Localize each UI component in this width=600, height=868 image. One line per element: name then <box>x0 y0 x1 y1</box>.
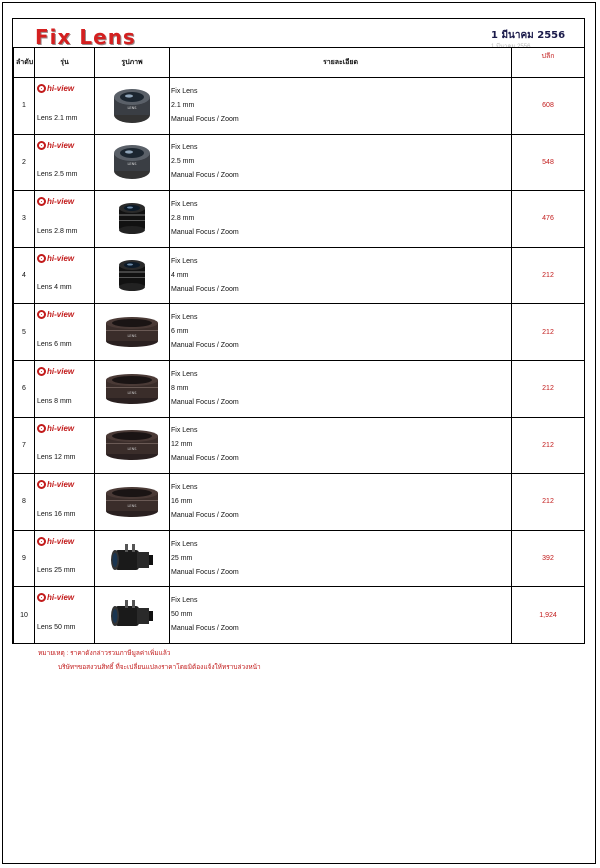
board-lens-icon <box>109 105 155 127</box>
svg-text:LENS: LENS <box>127 334 137 339</box>
model-name: Lens 2.5 mm <box>37 171 78 179</box>
hiview-logo <box>37 310 74 319</box>
brand-logo-text: hi-view <box>47 423 75 433</box>
row-picture <box>95 191 170 248</box>
row-picture <box>95 530 170 587</box>
hiview-logo <box>37 84 74 93</box>
row-model <box>35 587 95 644</box>
detail-type: Fix Lens <box>171 427 198 435</box>
detail-type: Fix Lens <box>171 314 198 322</box>
row-detail <box>170 474 512 531</box>
brand-logo-text: hi-view <box>47 84 75 93</box>
detail-focal: 16 mm <box>171 497 193 505</box>
header-index: ลำดับ <box>14 48 35 78</box>
svg-text:LENS: LENS <box>127 447 137 452</box>
model-name: Lens 12 mm <box>37 454 76 462</box>
row-detail <box>170 587 512 644</box>
row-detail <box>170 191 512 248</box>
detail-mode: Manual Focus / Zoom <box>171 625 239 633</box>
model-name: Lens 16 mm <box>37 510 76 518</box>
table-row <box>14 304 585 361</box>
row-index: 3 <box>14 191 35 248</box>
detail-type: Fix Lens <box>171 144 198 152</box>
detail-focal: 12 mm <box>171 441 193 449</box>
long-lens-icon <box>107 573 157 580</box>
model-name: Lens 2.8 mm <box>37 227 78 235</box>
row-price: 212 <box>512 360 585 417</box>
row-picture <box>95 587 170 644</box>
detail-type: Fix Lens <box>171 483 198 491</box>
header-detail: รายละเอียด <box>170 48 512 78</box>
brand-logo-text: hi-view <box>47 310 75 320</box>
brand-logo-icon <box>37 537 46 546</box>
row-index: 1 <box>14 78 35 135</box>
row-model <box>35 360 95 417</box>
hiview-logo <box>37 367 74 376</box>
detail-mode: Manual Focus / Zoom <box>171 455 239 463</box>
table-row <box>14 247 585 304</box>
page-title: Fix Lens <box>35 25 136 49</box>
model-name: Lens 25 mm <box>37 567 76 575</box>
detail-type: Fix Lens <box>171 540 198 548</box>
brand-logo-icon <box>37 254 46 263</box>
table-row <box>14 191 585 248</box>
row-index: 6 <box>14 360 35 417</box>
row-model <box>35 247 95 304</box>
row-price: 608 <box>512 78 585 135</box>
row-index: 5 <box>14 304 35 361</box>
row-index: 4 <box>14 247 35 304</box>
row-picture <box>95 247 170 304</box>
brand-logo-text: hi-view <box>47 480 75 490</box>
detail-focal: 2.5 mm <box>171 158 195 166</box>
table-row <box>14 134 585 191</box>
table-header-row <box>14 48 585 78</box>
brand-logo-icon <box>37 424 46 433</box>
brand-logo-icon <box>37 593 46 602</box>
row-detail <box>170 134 512 191</box>
detail-type: Fix Lens <box>171 87 198 95</box>
row-model <box>35 417 95 474</box>
hiview-logo <box>37 424 74 433</box>
row-picture <box>95 134 170 191</box>
ring-lens-icon <box>102 390 162 410</box>
brand-logo-text: hi-view <box>47 253 75 263</box>
row-detail <box>170 247 512 304</box>
row-model <box>35 134 95 191</box>
table-row <box>14 360 585 417</box>
detail-focal: 6 mm <box>171 328 189 336</box>
hiview-logo <box>37 141 74 150</box>
detail-mode: Manual Focus / Zoom <box>171 342 239 350</box>
cs-lens-icon <box>109 233 155 240</box>
row-index: 2 <box>14 134 35 191</box>
hiview-logo <box>37 197 74 206</box>
detail-mode: Manual Focus / Zoom <box>171 115 239 123</box>
row-model <box>35 530 95 587</box>
brand-logo-icon <box>37 367 46 376</box>
hiview-logo <box>37 593 74 602</box>
detail-focal: 8 mm <box>171 384 189 392</box>
header-price: ปลีก <box>512 48 585 78</box>
model-name: Lens 4 mm <box>37 284 72 292</box>
row-model <box>35 78 95 135</box>
row-detail <box>170 530 512 587</box>
detail-focal: 25 mm <box>171 554 193 562</box>
brand-logo-icon <box>37 141 46 150</box>
cs-lens-icon <box>109 290 155 297</box>
detail-mode: Manual Focus / Zoom <box>171 398 239 406</box>
detail-focal: 50 mm <box>171 611 193 619</box>
ring-lens-icon <box>102 447 162 466</box>
row-picture <box>95 78 170 135</box>
brand-logo-text: hi-view <box>47 593 75 603</box>
brand-logo-text: hi-view <box>47 197 75 207</box>
detail-focal: 2.8 mm <box>171 214 195 222</box>
svg-text:LENS: LENS <box>127 105 137 110</box>
price-date: 1 มีนาคม 2556 <box>491 30 566 41</box>
row-picture <box>95 304 170 361</box>
hiview-logo <box>37 537 74 546</box>
price-table <box>13 47 585 644</box>
row-price: 392 <box>512 530 585 587</box>
row-picture <box>95 474 170 531</box>
brand-logo-text: hi-view <box>47 536 75 546</box>
detail-focal: 2.1 mm <box>171 101 195 109</box>
table-row <box>14 530 585 587</box>
detail-focal: 4 mm <box>171 271 189 279</box>
detail-type: Fix Lens <box>171 370 198 378</box>
svg-text:LENS: LENS <box>127 162 137 167</box>
row-price: 1,924 <box>512 587 585 644</box>
note-price-change: บริษัทฯขอสงวนสิทธิ์ ที่จะเปลี่ยนแปลงราคาโดยมิต้องแจ้งให้ทราบล่วงหน้า <box>58 664 261 671</box>
detail-mode: Manual Focus / Zoom <box>171 568 239 576</box>
row-index: 9 <box>14 530 35 587</box>
row-index: 10 <box>14 587 35 644</box>
row-price: 212 <box>512 247 585 304</box>
header-picture: รูปภาพ <box>95 48 170 78</box>
svg-text:LENS: LENS <box>127 390 137 395</box>
header-model: รุ่น <box>35 48 95 78</box>
detail-type: Fix Lens <box>171 200 198 208</box>
detail-mode: Manual Focus / Zoom <box>171 511 239 519</box>
detail-type: Fix Lens <box>171 597 198 605</box>
table-row <box>14 587 585 644</box>
brand-logo-text: hi-view <box>47 140 75 150</box>
ring-lens-icon <box>102 503 162 523</box>
hiview-logo <box>37 254 74 263</box>
table-row <box>14 417 585 474</box>
detail-mode: Manual Focus / Zoom <box>171 172 239 180</box>
row-detail <box>170 304 512 361</box>
row-price: 476 <box>512 191 585 248</box>
row-detail <box>170 360 512 417</box>
board-lens-icon <box>109 162 155 183</box>
detail-mode: Manual Focus / Zoom <box>171 285 239 293</box>
row-price: 212 <box>512 304 585 361</box>
model-name: Lens 50 mm <box>37 623 76 631</box>
row-picture <box>95 417 170 474</box>
ring-lens-icon <box>102 334 162 353</box>
model-name: Lens 8 mm <box>37 397 72 405</box>
row-model <box>35 191 95 248</box>
model-name: Lens 2.1 mm <box>37 114 78 122</box>
row-detail <box>170 78 512 135</box>
model-name: Lens 6 mm <box>37 340 72 348</box>
price-date-shadow: 1 มีนาคม 2556 <box>491 44 531 50</box>
price-sheet <box>12 18 585 644</box>
brand-logo-icon <box>37 480 46 489</box>
row-index: 7 <box>14 417 35 474</box>
detail-mode: Manual Focus / Zoom <box>171 228 239 236</box>
long-lens-icon <box>107 629 157 636</box>
row-detail <box>170 417 512 474</box>
row-model <box>35 304 95 361</box>
brand-logo-icon <box>37 197 46 206</box>
hiview-logo <box>37 480 74 489</box>
row-price: 212 <box>512 417 585 474</box>
table-row <box>14 474 585 531</box>
svg-text:LENS: LENS <box>127 503 137 508</box>
row-model <box>35 474 95 531</box>
row-index: 8 <box>14 474 35 531</box>
brand-logo-text: hi-view <box>47 366 75 376</box>
brand-logo-icon <box>37 84 46 93</box>
row-picture <box>95 360 170 417</box>
table-row <box>14 78 585 135</box>
row-price: 548 <box>512 134 585 191</box>
row-price: 212 <box>512 474 585 531</box>
note-vat: หมายเหตุ : ราคาดังกล่าวรวมภาษีมูลค่าเพิ่มแล้ว <box>38 650 171 657</box>
brand-logo-icon <box>37 310 46 319</box>
detail-type: Fix Lens <box>171 257 198 265</box>
